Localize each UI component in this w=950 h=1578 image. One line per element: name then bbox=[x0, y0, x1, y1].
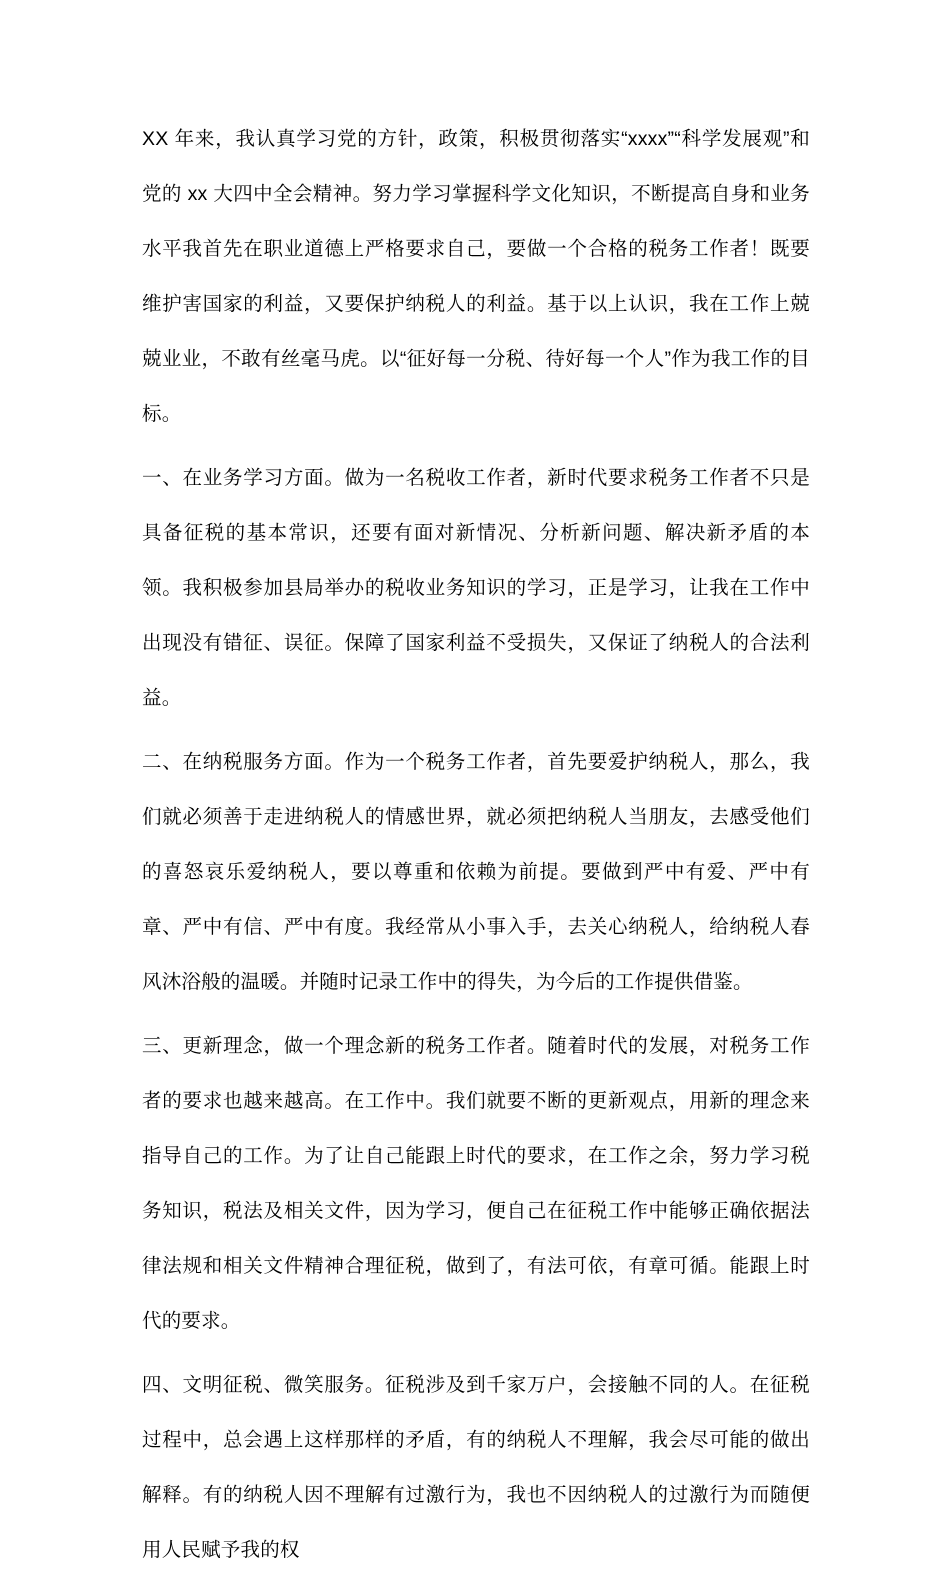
document-body bbox=[142, 112, 810, 1578]
paragraph: XX 年来，我认真学习党的方针，政策，积极贯彻落实“xxxx”“科学发展观”和党的 xx 大四中全会精神。努力学习掌握科学文化知识，不断提高自身和业务水平我首先在职业道德上严格要求自己，要做一个合格的税务工作者！既要维护害国家的利益，又要保护纳税人的利益。基于以上认识，我在工作上兢兢业业，不敢有丝毫马虎。以“征好每一分税、待好每一个人”作为我工作的目标。 bbox=[142, 128, 810, 425]
paragraph: 二、在纳税服务方面。作为一个税务工作者，首先要爱护纳税人，那么，我们就必须善于走进纳税人的情感世界，就必须把纳税人当朋友，去感受他们的喜怒哀乐爱纳税人，要以尊重和依赖为前提。要做到严中有爱、严中有章、严中有信、严中有度。我经常从小事入手，去关心纳税人，给纳税人春风沐浴般的温暖。并随时记录工作中的得失，为今后的工作提供借鉴。 bbox=[142, 751, 810, 993]
paragraph: 三、更新理念，做一个理念新的税务工作者。随着时代的发展，对税务工作者的要求也越来越高。在工作中。我们就要不断的更新观点，用新的理念来指导自己的工作。为了让自己能跟上时代的要求，在工作之余，努力学习税务知识，税法及相关文件，因为学习，便自己在征税工作中能够正确依据法律法规和相关文件精神合理征税，做到了，有法可依，有章可循。能跟上时代的要求。 bbox=[142, 1035, 810, 1332]
paragraph: 一、在业务学习方面。做为一名税收工作者，新时代要求税务工作者不只是具备征税的基本常识，还要有面对新情况、分析新问题、解决新矛盾的本领。我积极参加县局举办的税收业务知识的学习，正是学习，让我在工作中出现没有错征、误征。保障了国家利益不受损失，又保证了纳税人的合法利益。 bbox=[142, 467, 810, 709]
paragraph: 四、文明征税、微笑服务。征税涉及到千家万户，会接触不同的人。在征税过程中，总会遇上这样那样的矛盾，有的纳税人不理解，我会尽可能的做出解释。有的纳税人因不理解有过激行为，我也不因纳税人的过激行为而随便用人民赋予我的权 bbox=[142, 1374, 810, 1561]
